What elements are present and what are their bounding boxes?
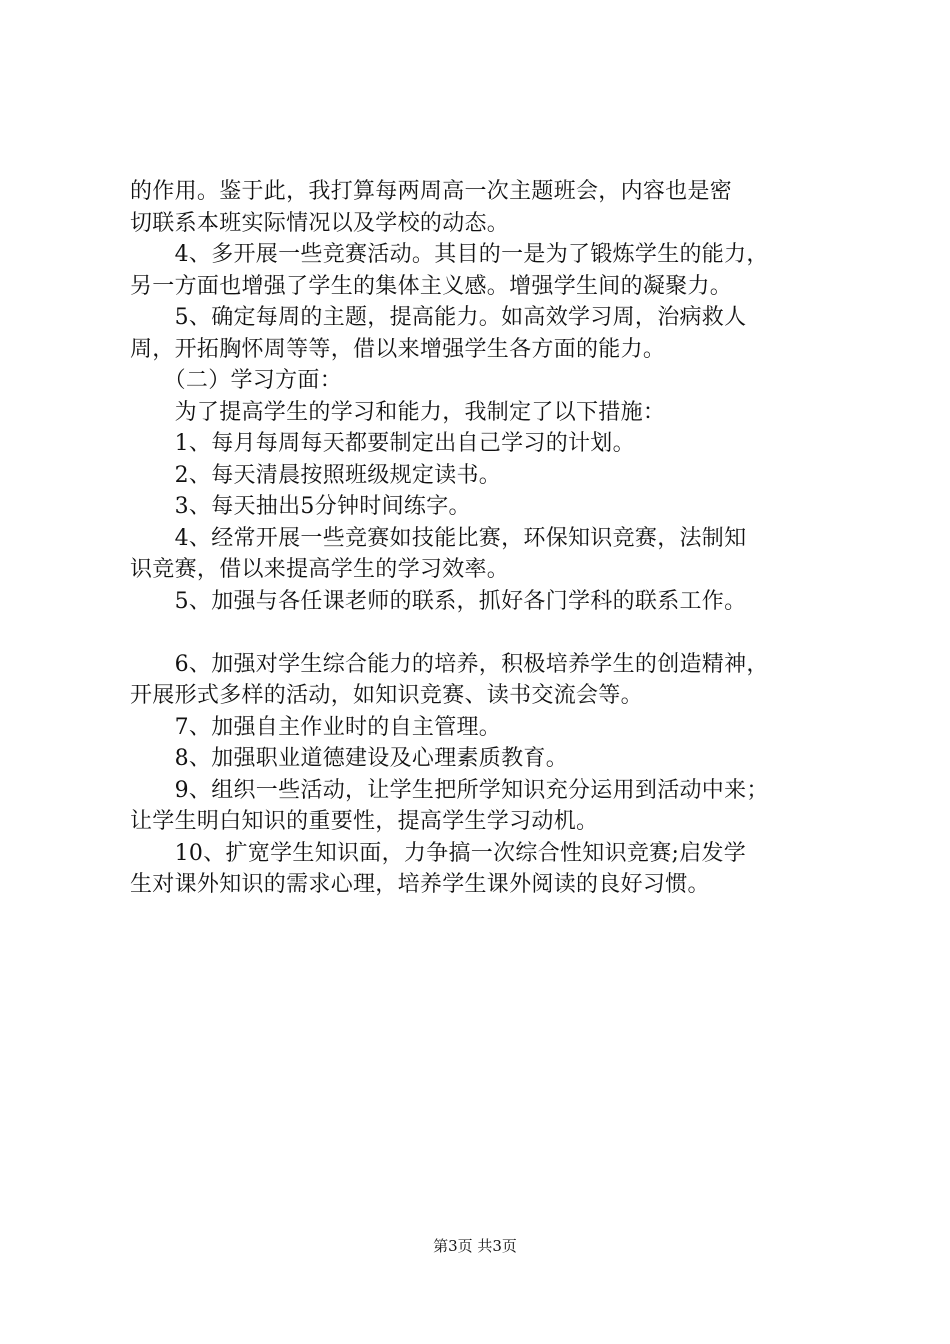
text-line: 4、经常开展一些竞赛如技能比赛，环保知识竞赛，法制知: [130, 525, 747, 551]
text-line: 9、组织一些活动，让学生把所学知识充分运用到活动中来；: [130, 777, 769, 803]
text-line: 8、加强职业道德建设及心理素质教育。: [130, 746, 568, 771]
text-line: 6、加强对学生综合能力的培养，积极培养学生的创造精神，: [130, 651, 769, 677]
text-line: 5、加强与各任课老师的联系，抓好各门学科的联系工作。: [130, 588, 747, 614]
text-line: 10、扩宽学生知识面，力争搞一次综合性知识竞赛;启发学: [130, 840, 747, 866]
section-heading: （二）学习方面：: [130, 368, 343, 393]
text-line: 开展形式多样的活动，如知识竞赛、读书交流会等。: [130, 683, 643, 708]
blank-line: [130, 617, 830, 649]
text-line: 让学生明白知识的重要性，提高学生学习动机。: [130, 809, 599, 834]
text-line: 生对课外知识的需求心理，培养学生课外阅读的良好习惯。: [130, 872, 710, 897]
page-footer: 第3页 共3页: [433, 1237, 517, 1255]
text-line: 4、多开展一些竞赛活动。其目的一是为了锻炼学生的能力，: [130, 242, 769, 267]
document-body: [130, 176, 830, 901]
text-line: 周，开拓胸怀周等等，借以来增强学生各方面的能力。: [130, 336, 666, 362]
text-line: 2、每天清晨按照班级规定读书。: [130, 462, 502, 488]
text-line: 7、加强自主作业时的自主管理。: [130, 714, 502, 740]
text-line: 3、每天抽出5分钟时间练字。: [130, 494, 471, 519]
text-line: 另一方面也增强了学生的集体主义感。增强学生间的凝聚力。: [130, 273, 733, 299]
text-line: 为了提高学生的学习和能力，我制定了以下措施：: [130, 399, 666, 425]
text-line: 切联系本班实际情况以及学校的动态。: [130, 210, 510, 236]
text-line: 1、每月每周每天都要制定出自己学习的计划。: [130, 431, 635, 456]
text-line: 识竞赛，借以来提高学生的学习效率。: [130, 557, 510, 582]
text-line: 的作用。鉴于此，我打算每两周高一次主题班会，内容也是密: [130, 179, 733, 204]
text-line: 5、确定每周的主题，提高能力。如高效学习周，治病救人: [130, 305, 747, 330]
